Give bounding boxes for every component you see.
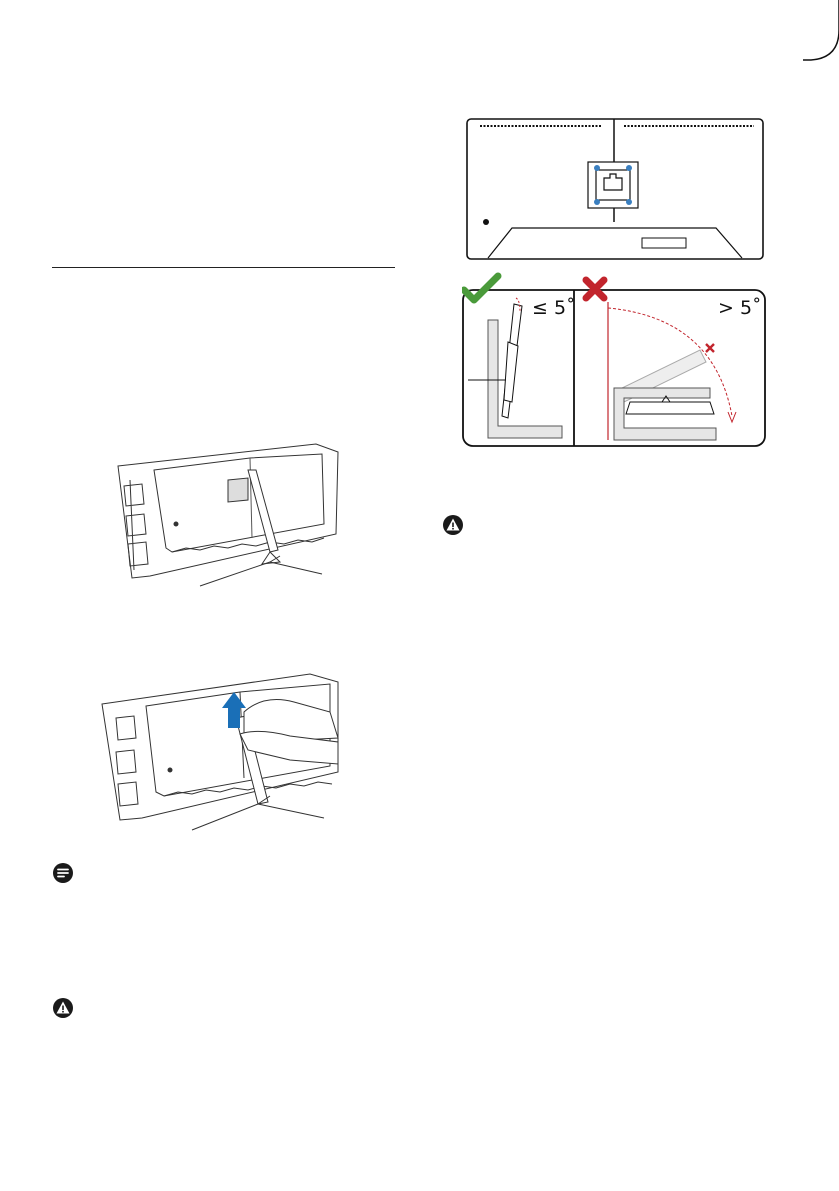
tilt-bad-label: > 5˚ [718,297,762,319]
section-divider [52,267,395,268]
tilt-angle-illustration [462,272,766,450]
note-icon [52,862,74,884]
warning-icon [52,997,74,1019]
lift-monitor-illustration [94,668,364,838]
monitor-rear-vesa-illustration [466,118,764,260]
warning-icon [442,514,464,536]
monitor-in-packaging-illustration [110,440,350,600]
tilt-ok-label: ≤ 5˚ [532,297,576,319]
page-edge-mark [803,0,839,62]
